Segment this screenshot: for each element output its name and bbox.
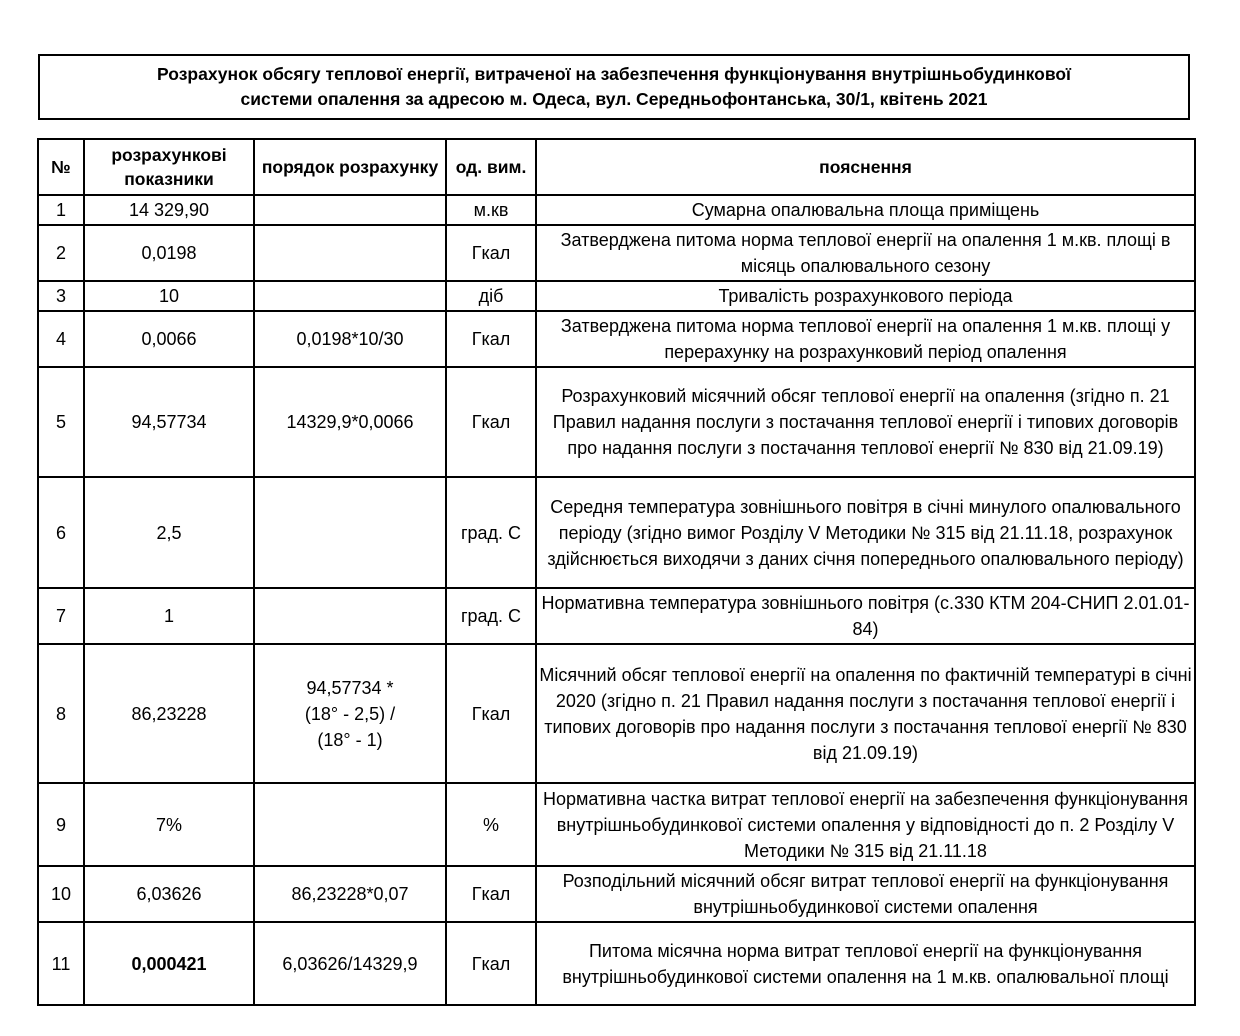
table-row [38,225,1195,281]
cell-num: 9 [38,783,84,866]
table-row [38,644,1195,783]
cell-value: 2,5 [84,477,254,588]
title-line-2: системи опалення за адресою м. Одеса, вул. Середньофонтанська, 30/1, квітень 2021 [240,89,988,109]
cell-note: Питома місячна норма витрат теплової енергії на функціонування внутрішньобудинкової системи опалення на 1 м.кв. опалювальної площі [536,922,1195,1005]
cell-num: 3 [38,281,84,311]
cell-value: 0,000421 [84,922,254,1005]
cell-value: 1 [84,588,254,644]
document-title-box [38,54,1190,120]
header-procedure: порядок розрахунку [254,139,446,195]
cell-unit: % [446,783,536,866]
table-row [38,783,1195,866]
header-explanation: пояснення [536,139,1195,195]
cell-num: 2 [38,225,84,281]
cell-note: Затверджена питома норма теплової енергії на опалення 1 м.кв. площі в місяць опалювального сезону [536,225,1195,281]
cell-unit: Гкал [446,866,536,922]
cell-note: Затверджена питома норма теплової енергії на опалення 1 м.кв. площі у перерахунку на розрахунковий період опалення [536,311,1195,367]
cell-formula: 94,57734 * (18° - 2,5) / (18° - 1) [254,644,446,783]
cell-unit: Гкал [446,225,536,281]
cell-formula: 0,0198*10/30 [254,311,446,367]
cell-unit: м.кв [446,195,536,225]
table-row [38,588,1195,644]
table-header-row [38,139,1195,195]
cell-note: Нормативна частка витрат теплової енергії на забезпечення функціонування внутрішньобудинкової системи опалення у відповідності до п. 2 Розділу V Методики № 315 від 21.11.18 [536,783,1195,866]
header-indicators: розрахункові показники [84,139,254,195]
cell-num: 7 [38,588,84,644]
cell-unit: Гкал [446,644,536,783]
cell-unit: град. С [446,588,536,644]
table-row [38,477,1195,588]
cell-note: Місячний обсяг теплової енергії на опалення по фактичній температурі в січні 2020 (згідно п. 21 Правил надання послуги з постачання теплової енергії і типових договорів про надання послуги з постачання теплової енергії № 830 від 21.09.19) [536,644,1195,783]
cell-unit: Гкал [446,311,536,367]
cell-formula [254,783,446,866]
table-row [38,367,1195,477]
cell-formula [254,195,446,225]
table-row [38,922,1195,1005]
calculation-table [37,138,1196,1006]
cell-note: Нормативна температура зовнішнього повітря (с.330 КТМ 204-СНИП 2.01.01-84) [536,588,1195,644]
cell-formula [254,477,446,588]
cell-value: 0,0066 [84,311,254,367]
header-unit: од. вим. [446,139,536,195]
cell-num: 4 [38,311,84,367]
cell-note: Середня температура зовнішнього повітря в січні минулого опалювального періоду (згідно вимог Розділу V Методики № 315 від 21.11.18, розрахунок здійснюється виходячи з даних січня попереднього опалювального періоду) [536,477,1195,588]
cell-num: 1 [38,195,84,225]
cell-value: 0,0198 [84,225,254,281]
document-title [157,62,1071,112]
cell-value: 6,03626 [84,866,254,922]
cell-value: 14 329,90 [84,195,254,225]
cell-unit: Гкал [446,922,536,1005]
cell-note: Тривалість розрахункового періода [536,281,1195,311]
table-row [38,195,1195,225]
title-line-1: Розрахунок обсягу теплової енергії, витраченої на забезпечення функціонування внутрішньобудинкової [157,64,1071,84]
cell-unit: град. С [446,477,536,588]
table-row [38,311,1195,367]
cell-formula [254,281,446,311]
cell-num: 6 [38,477,84,588]
cell-num: 8 [38,644,84,783]
cell-formula: 6,03626/14329,9 [254,922,446,1005]
cell-num: 10 [38,866,84,922]
cell-num: 11 [38,922,84,1005]
cell-unit: Гкал [446,367,536,477]
cell-num: 5 [38,367,84,477]
cell-value: 94,57734 [84,367,254,477]
header-num: № [38,139,84,195]
cell-formula: 14329,9*0,0066 [254,367,446,477]
cell-note: Сумарна опалювальна площа приміщень [536,195,1195,225]
cell-formula [254,225,446,281]
cell-value: 10 [84,281,254,311]
cell-note: Розподільний місячний обсяг витрат теплової енергії на функціонування внутрішньобудинкової системи опалення [536,866,1195,922]
table-row [38,866,1195,922]
table-row [38,281,1195,311]
cell-unit: діб [446,281,536,311]
cell-value: 7% [84,783,254,866]
cell-value: 86,23228 [84,644,254,783]
cell-note: Розрахунковий місячний обсяг теплової енергії на опалення (згідно п. 21 Правил надання послуги з постачання теплової енергії і типових договорів про надання послуги з постачання теплової енергії № 830 від 21.09.19) [536,367,1195,477]
cell-formula: 86,23228*0,07 [254,866,446,922]
cell-formula [254,588,446,644]
